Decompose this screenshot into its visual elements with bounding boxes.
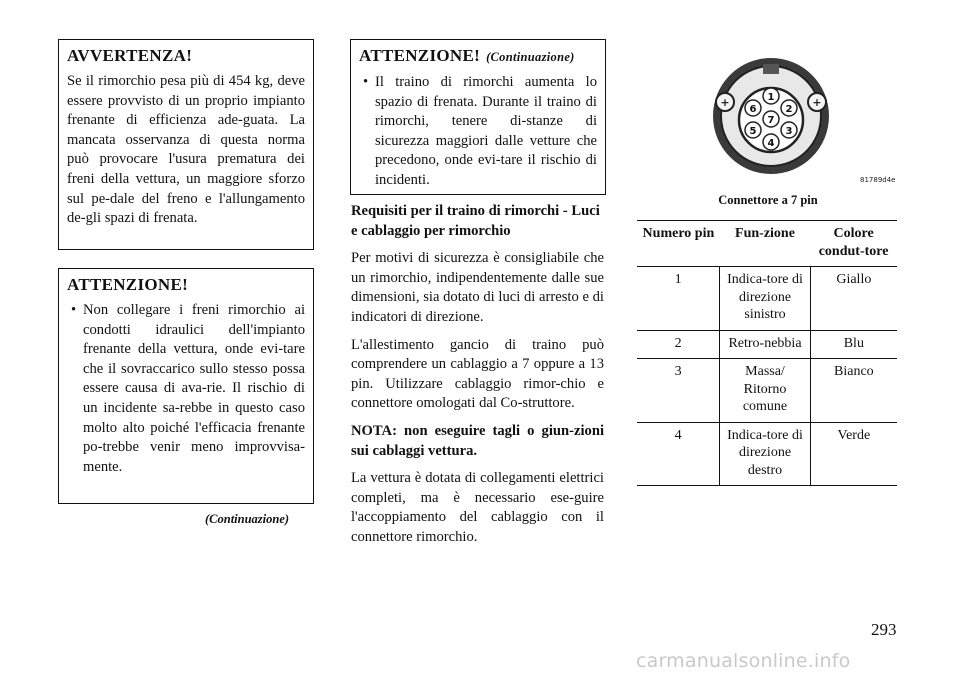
caution-bullet-text: Non collegare i freni rimorchio ai condotti idraulici dell'impianto frenante della vettura, onde evi-tare che il sovraccarico sullo stesso possa essere causa di ava-rie. Il rischio di un incidente sa-rebbe in questo caso molto alto poiché l'efficacia frenante po-trebbe venir meno improvvisa-mente. <box>83 302 305 475</box>
cell-pin: 1 <box>674 272 682 287</box>
figure-code: 81789d4e <box>860 176 896 184</box>
watermark: carmanualsonline.info <box>636 650 851 672</box>
bullet-dot-icon: • <box>71 302 77 318</box>
pin-label: 3 <box>785 126 793 137</box>
section-paragraph-3: La vettura è dotata di collegamenti elettrici completi, ma è necessario ese-guire l'accoppiamento del cablaggio con il connettore rimorchio. <box>351 470 604 545</box>
svg-text:+: + <box>812 96 822 109</box>
caution-continued-box <box>350 39 606 195</box>
svg-text:+: + <box>720 96 730 109</box>
connector-figure <box>705 58 929 186</box>
page-number: 293 <box>871 620 897 639</box>
warning-title: AVVERTENZA! <box>67 46 193 65</box>
cell-color: Verde <box>837 427 871 443</box>
pin-label: 1 <box>767 92 775 103</box>
bullet-dot-icon: • <box>363 74 369 90</box>
pin-label: 2 <box>785 104 793 115</box>
section-paragraph-2: L'allestimento gancio di traino può comprendere un cablaggio a 7 oppure a 13 pin. Utilizzare cablaggio rimor-chio e connettore omologati dal Co-struttore. <box>351 336 604 412</box>
caution-cont-bullet-text: Il traino di rimorchi aumenta lo spazio di frenata. Durante il traino di rimorchi, tenere di-stanze di sicurezza maggiori dalle vetture che precedono, onde evi-tare il rischio di incidenti. <box>375 74 597 188</box>
table-header-row <box>637 221 897 267</box>
caution-cont-title <box>359 46 597 67</box>
section-heading: Requisiti per il traino di rimorchi - Luci e cablaggio per rimorchio <box>351 203 600 239</box>
table-row <box>637 359 897 423</box>
cell-pin: 3 <box>674 364 682 379</box>
caution-title: ATTENZIONE! <box>67 275 189 294</box>
pin-label: 4 <box>767 138 775 149</box>
cell-color: Giallo <box>836 272 872 287</box>
cell-color: Bianco <box>834 364 874 379</box>
caution-cont-suffix: (Continuazione) <box>486 50 575 64</box>
trailer-lights-section <box>351 202 604 556</box>
table-row <box>637 422 897 486</box>
figure-caption: Connettore a 7 pin <box>718 193 818 207</box>
table-row <box>637 330 897 359</box>
cell-pin: 2 <box>674 335 682 351</box>
caution-cont-title-text: ATTENZIONE! <box>359 46 481 65</box>
pin-table <box>637 220 897 486</box>
cell-function: Retro-nebbia <box>720 330 810 359</box>
section-paragraph-1: Per motivi di sicurezza è consigliabile che un rimorchio, indipendentemente dalle sue dimensioni, sia dotato di luci di arresto e di indicatori di direzione. <box>351 250 604 325</box>
table-row <box>637 267 897 331</box>
cell-function: Indica-tore di direzione sinistro <box>720 267 810 331</box>
caution-bullet <box>67 301 305 477</box>
header-pin-number: Numero pin <box>642 226 715 241</box>
pin-label: 6 <box>749 104 757 115</box>
cell-function: Massa/ Ritorno comune <box>720 359 810 423</box>
cell-pin: 4 <box>674 427 682 443</box>
warning-text: Se il rimorchio pesa più di 454 kg, deve essere provvisto di un proprio impianto frenante di efficienza ade-guata. La mancata osservanza di questa norma può provocare l'usura prematura dei freni della vettura, un maggiore sforzo sul pe-dale del freno e l'allungamento de-gli spazi di frenata. <box>67 73 305 227</box>
warning-box <box>58 39 314 250</box>
caution-box <box>58 268 314 504</box>
continued-label: (Continuazione) <box>205 512 290 526</box>
header-function: Fun-zione <box>735 226 795 241</box>
caution-cont-bullet <box>359 73 597 191</box>
section-note: NOTA: non eseguire tagli o giun-zioni sui cablaggi vettura. <box>351 422 604 459</box>
cell-function: Indica-tore di direzione destro <box>720 422 810 486</box>
pin-label: 5 <box>749 126 757 137</box>
cell-color: Blu <box>843 335 864 351</box>
pin-label: 7 <box>767 115 775 126</box>
header-wire-color: Colore condut-tore <box>818 226 889 259</box>
